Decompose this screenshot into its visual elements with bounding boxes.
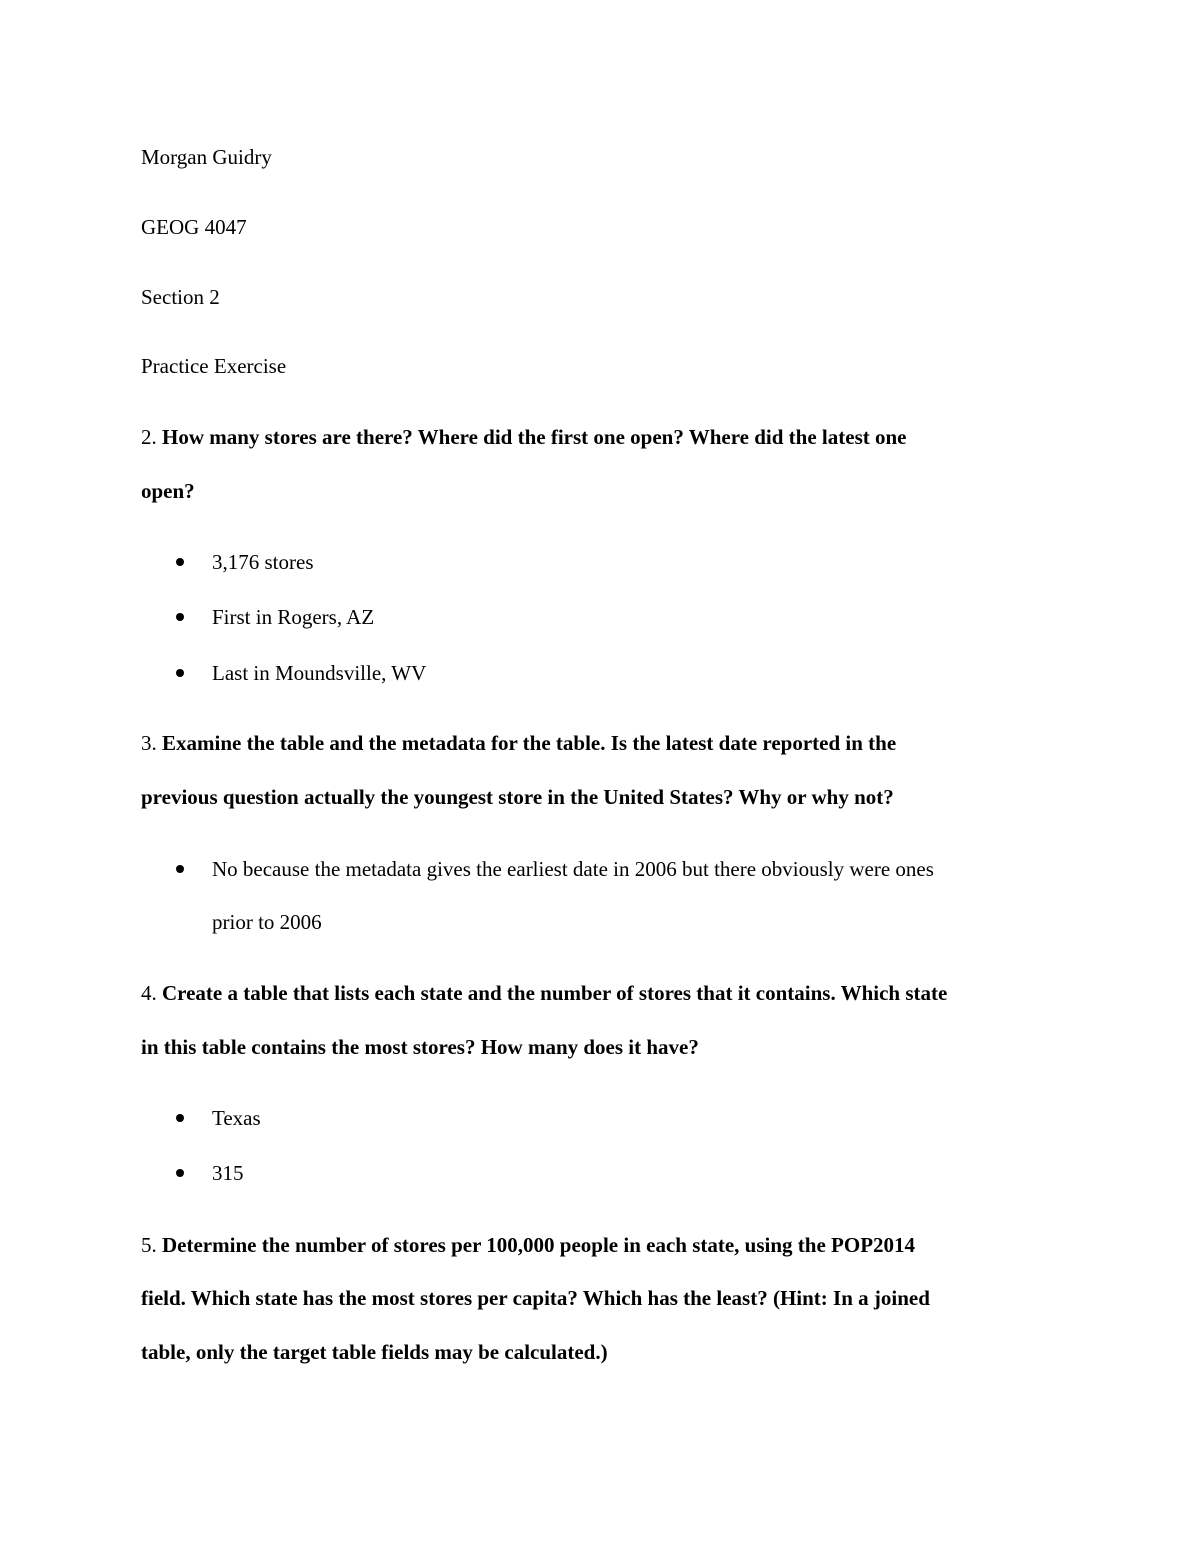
question-3-text-1: Examine the table and the metadata for the table. Is the latest date reported in the [162,731,897,755]
question-3-line-1 [141,733,896,754]
answer-3-item-1-cont: prior to 2006 [212,910,322,934]
answer-4-item-2-text: 315 [212,1161,244,1185]
question-2-text-1: How many stores are there? Where did the first one open? Where did the latest one [162,425,907,449]
question-3-number: 3. [141,731,157,755]
question-4-number: 4. [141,981,157,1005]
bullet-icon [176,558,184,566]
question-2-line-1 [141,427,907,448]
bullet-icon [176,1169,184,1177]
author-name: Morgan Guidry [141,145,272,169]
bullet-icon [176,669,184,677]
bullet-icon [176,613,184,621]
answer-2-item-1-text: 3,176 stores [212,550,314,574]
question-2-number: 2. [141,425,157,449]
answer-3-item-1-text: No because the metadata gives the earliest date in 2006 but there obviously were ones [212,857,934,881]
question-4-text-1: Create a table that lists each state and the number of stores that it contains. Which state [162,981,948,1005]
bullet-icon [176,1114,184,1122]
question-5-number: 5. [141,1233,157,1257]
section-label: Section 2 [141,285,220,309]
question-2-line-2: open? [141,479,195,503]
question-3-line-2: previous question actually the youngest store in the United States? Why or why not? [141,785,894,809]
answer-4-item-1-text: Texas [212,1106,261,1130]
question-4-line-2: in this table contains the most stores? How many does it have? [141,1035,699,1059]
question-5-line-1 [141,1235,915,1256]
question-5-text-1: Determine the number of stores per 100,000 people in each state, using the POP2014 [162,1233,916,1257]
course-code: GEOG 4047 [141,215,247,239]
question-5-line-3: table, only the target table fields may be calculated.) [141,1340,608,1364]
question-5-line-2: field. Which state has the most stores per capita? Which has the least? (Hint: In a joined [141,1286,930,1310]
assignment-title: Practice Exercise [141,354,287,378]
answer-4-item-1 [212,1108,261,1129]
answer-2-item-2 [212,607,374,628]
bullet-icon [176,865,184,873]
answer-2-item-3 [212,663,426,684]
answer-2-item-3-text: Last in Moundsville, WV [212,661,427,685]
answer-2-item-2-text: First in Rogers, AZ [212,605,375,629]
question-4-line-1 [141,983,947,1004]
answer-2-item-1 [212,552,314,573]
answer-3-item-1 [212,859,934,880]
answer-4-item-2 [212,1163,244,1184]
